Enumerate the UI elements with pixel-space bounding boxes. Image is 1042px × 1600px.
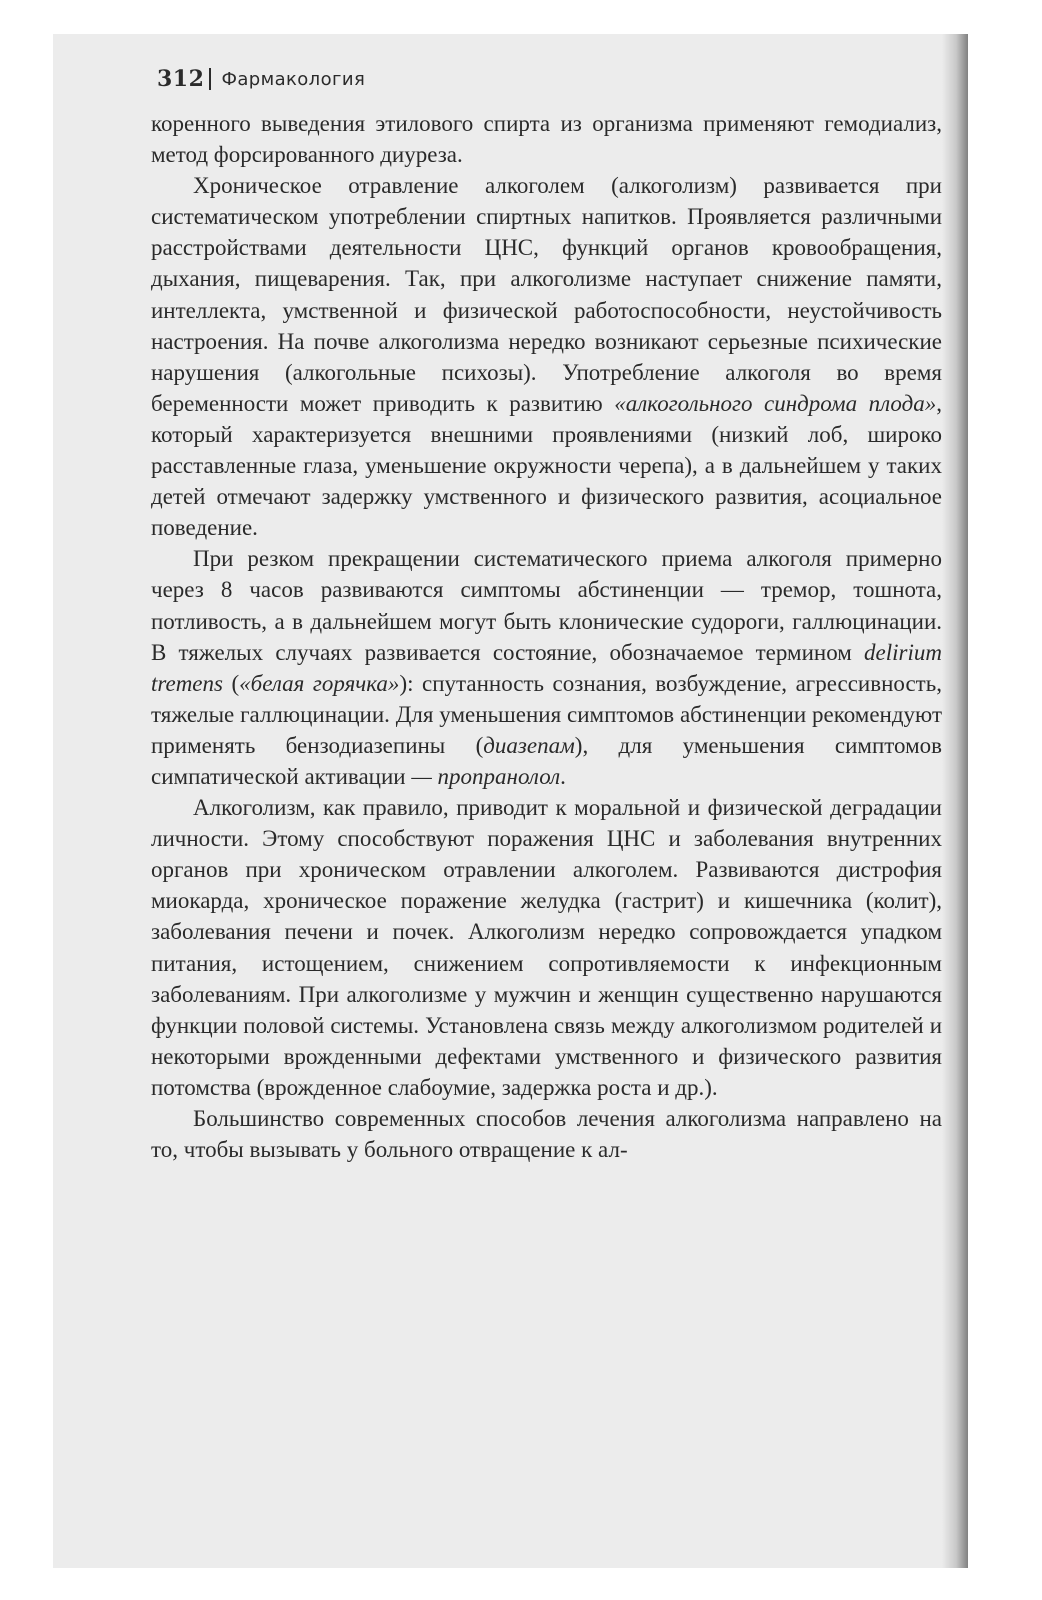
paragraph-continuation (151, 108, 942, 170)
paragraph-text: , который характеризуется внешними проявлениями (низкий лоб, широко расставленные глаза, уменьшение окружности черепа), а в дальнейшем у таких детей отмечают задержку умственного и физического развития, асоциальное поведение. (151, 390, 943, 541)
paragraph-text: . (560, 763, 566, 789)
paragraph-text: ), для уменьшения симптомов симпатической активации (151, 732, 942, 789)
paragraph-chronic-poisoning (151, 170, 942, 543)
paragraph-text: коренного выведения этилового спирта из организма применяют гемодиализ, метод форсированного диуреза. (151, 111, 942, 168)
italic-term: «алкогольного синдрома плода» (614, 390, 937, 416)
paragraph-treatment (151, 1103, 942, 1165)
header-divider (209, 68, 211, 90)
paragraph-text: Хроническое отравление алкоголем (алкоголизм) развивается при систематическом употреблении спиртных напитков. Проявляется различными расстройствами деятельности ЦНС, функций органов кровообращения, дыхания, пищеварения. Так, при алкоголизме наступает снижение памяти, интеллекта, умственной и физической работоспособности, неустойчивость настроения. На почве алкоголизма нередко возникают серьезные психические нарушения (алкогольные психозы). Употребление алкоголя во время беременности может приводить к развитию (151, 173, 942, 416)
body-text (151, 108, 942, 1165)
paragraph-text: Алкоголизм, как правило, приводит к моральной и физической деградации личности. Этому способствуют поражения ЦНС и заболевания внутренних органов при хроническом отравлении алкоголем. Развиваются дистрофия миокарда, хроническое поражение желудка (гастрит) и кишечника (колит), заболевания печени и почек. Алкоголизм нередко сопровождается упадком питания, истощением, снижением сопротивляемости к инфекционным заболеваниям. При алкоголизме у мужчин и женщин существенно нарушаются функции половой системы. Установлена связь между алкоголизмом родителей и некоторыми врожденными дефектами умственного и физического развития потомства (врожденное слабоумие, задержка роста и др.). (151, 795, 942, 1100)
binding-shadow (942, 34, 968, 1568)
page-number: 312 (157, 66, 205, 92)
paragraph-text: ): спутанность сознания, возбуждение, агрессивность, тяжелые галлюцинации. Для уменьшения симптомов абстиненции рекомендуют применять бензодиазепины ( (151, 670, 942, 758)
paragraph-text: Большинство современных способов лечения алкоголизма направлено на то, чтобы вызывать у больного отвращение к ал- (151, 1106, 942, 1163)
italic-drug-name: — пропранолол (411, 763, 561, 789)
italic-drug-name: диазепам (483, 732, 575, 758)
italic-term: delirium tremens (151, 639, 942, 696)
running-title: Фармакология (221, 68, 366, 90)
page-header (157, 62, 365, 96)
paragraph-withdrawal (151, 543, 942, 792)
paragraph-text: При резком прекращении систематического приема алкоголя примерно через 8 часов развиваются симптомы абстиненции — тремор, тошнота, потливость, а в дальнейшем могут быть клонические судороги, галлюцинации. В тяжелых случаях развивается состояние, обозначаемое термином (151, 546, 942, 665)
paragraph-degradation (151, 792, 942, 1103)
paragraph-text: ( (222, 670, 240, 696)
scanned-page (53, 34, 968, 1568)
italic-term: «белая горячка» (239, 670, 400, 696)
